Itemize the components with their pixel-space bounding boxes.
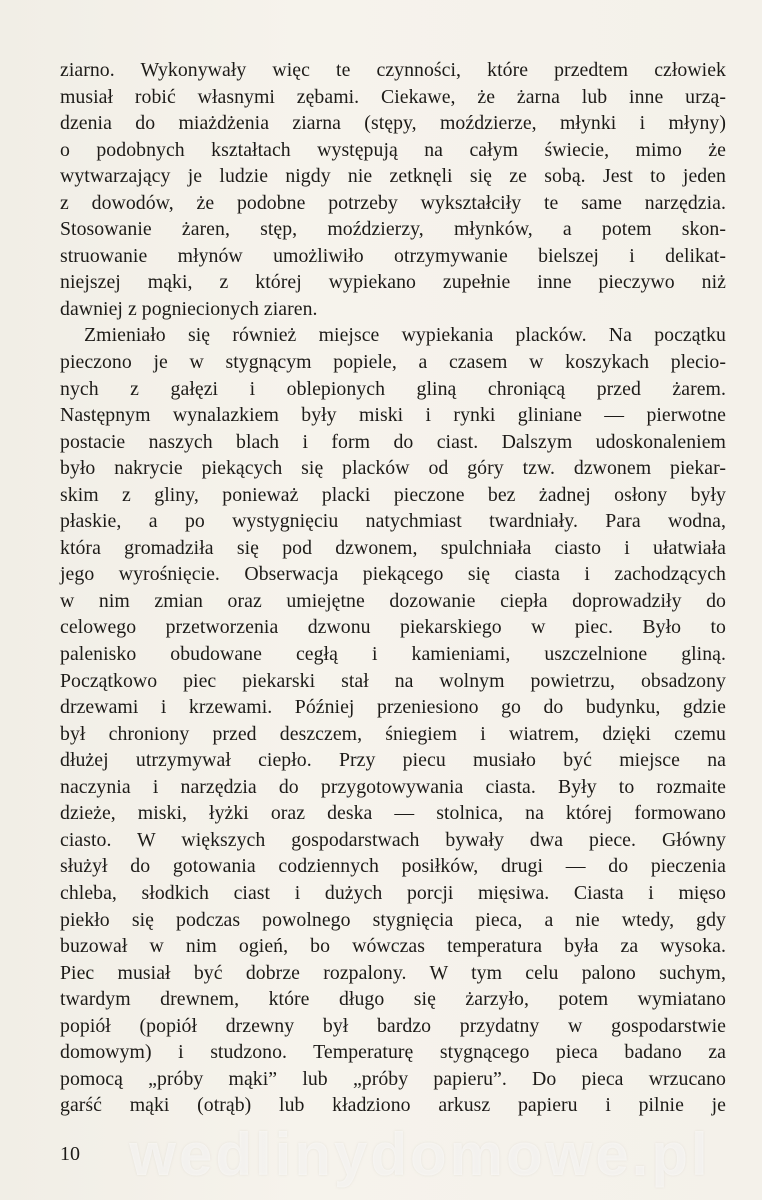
text-line: Początkowo piec piekarski stał na wolnym powietrzu, obsadzony <box>60 669 726 692</box>
text-line: celowego przetworzenia dzwonu piekarskiego w piec. Było to <box>60 616 726 639</box>
text-line: był chroniony przed deszczem, śniegiem i wiatrem, dzięki czemu <box>60 722 726 745</box>
text-line: dzieże, miski, łyżki oraz deska — stolnica, na której formowano <box>60 802 726 825</box>
paragraph-start-line: Zmieniało się również miejsce wypiekania placków. Na początku <box>84 324 726 347</box>
text-line: popiół (popiół drzewny był bardzo przydatny w gospodarstwie <box>60 1014 726 1037</box>
text-line: dłużej utrzymywał ciepło. Przy piecu musiało być miejsce na <box>60 749 726 772</box>
text-line: która gromadziła się pod dzwonem, spulchniała ciasto i ułatwiała <box>60 536 726 559</box>
text-line: domowym) i studzono. Temperaturę stygnącego pieca badano za <box>60 1041 726 1064</box>
text-line: wytwarzający je ludzie nigdy nie zetknęli się ze sobą. Jest to jeden <box>60 165 726 188</box>
text-line: niejszej mąki, z której wypiekano zupełnie inne pieczywo niż <box>60 271 726 294</box>
text-line: z dowodów, że podobne potrzeby wykształciły te same narzędzia. <box>60 191 726 214</box>
text-line: dzenia do miażdżenia ziarna (stępy, moździerze, młynki i młyny) <box>60 112 726 135</box>
text-line: pieczono je w stygnącym popiele, a czasem w koszykach plecio- <box>60 351 726 374</box>
body-text <box>60 57 726 1119</box>
text-line: ziarno. Wykonywały więc te czynności, które przedtem człowiek <box>60 59 726 81</box>
text-line: chleba, słodkich ciast i dużych porcji mięsiwa. Ciasta i mięso <box>60 881 726 904</box>
text-line: musiał robić własnymi zębami. Ciekawe, że żarna lub inne urzą- <box>60 85 726 108</box>
watermark: wedlinydomowe.pl <box>129 1121 711 1188</box>
text-line: drzewami i krzewami. Później przeniesiono go do budynku, gdzie <box>60 696 726 719</box>
text-line: struowanie młynów umożliwiło otrzymywanie bielszej i delikat- <box>60 244 726 267</box>
text-line: w nim zmian oraz umiejętne dozowanie ciepła doprowadziły do <box>60 589 726 612</box>
text-line: naczynia i narzędzia do przygotowywania ciasta. Były to rozmaite <box>60 775 726 798</box>
text-line: pomocą „próby mąki” lub „próby papieru”. Do pieca wrzucano <box>60 1067 726 1090</box>
text-line: skim z gliny, ponieważ placki pieczone bez żadnej osłony były <box>60 483 726 506</box>
text-line: Następnym wynalazkiem były miski i rynki gliniane — pierwotne <box>60 404 726 427</box>
text-line: postacie naszych blach i form do ciast. Dalszym udoskonaleniem <box>60 430 726 453</box>
text-line: jego wyrośnięcie. Obserwacja piekącego się ciasta i zachodzących <box>60 563 726 586</box>
text-line: płaskie, a po wystygnięciu natychmiast twardniały. Para wodna, <box>60 510 726 533</box>
text-line: dawniej z pogniecionych ziaren. <box>60 297 318 320</box>
text-line: nych z gałęzi i oblepionych gliną chroniącą przed żarem. <box>60 377 726 400</box>
page-number: 10 <box>60 1143 80 1165</box>
text-line: ciasto. W większych gospodarstwach bywały dwa piece. Główny <box>60 828 726 851</box>
text-line: o podobnych kształtach występują na całym świecie, mimo że <box>60 138 726 161</box>
text-line: było nakrycie piekących się placków od góry tzw. dzwonem piekar- <box>60 457 726 480</box>
text-line: buzował w nim ogień, bo wówczas temperatura była za wysoka. <box>60 935 726 958</box>
text-line: służył do gotowania codziennych posiłków, drugi — do pieczenia <box>60 855 726 878</box>
text-line: garść mąki (otrąb) lub kładziono arkusz papieru i pilnie je <box>60 1094 726 1117</box>
text-line: palenisko obudowane cegłą i kamieniami, uszczelnione gliną. <box>60 643 726 666</box>
text-line: twardym drewnem, które długo się żarzyło, potem wymiatano <box>60 988 726 1011</box>
text-line: Stosowanie żaren, stęp, moździerzy, młynków, a potem skon- <box>60 218 726 241</box>
text-line: Piec musiał być dobrze rozpalony. W tym celu palono suchym, <box>60 961 726 984</box>
text-line: piekło się podczas powolnego stygnięcia pieca, a nie wtedy, gdy <box>60 908 726 931</box>
